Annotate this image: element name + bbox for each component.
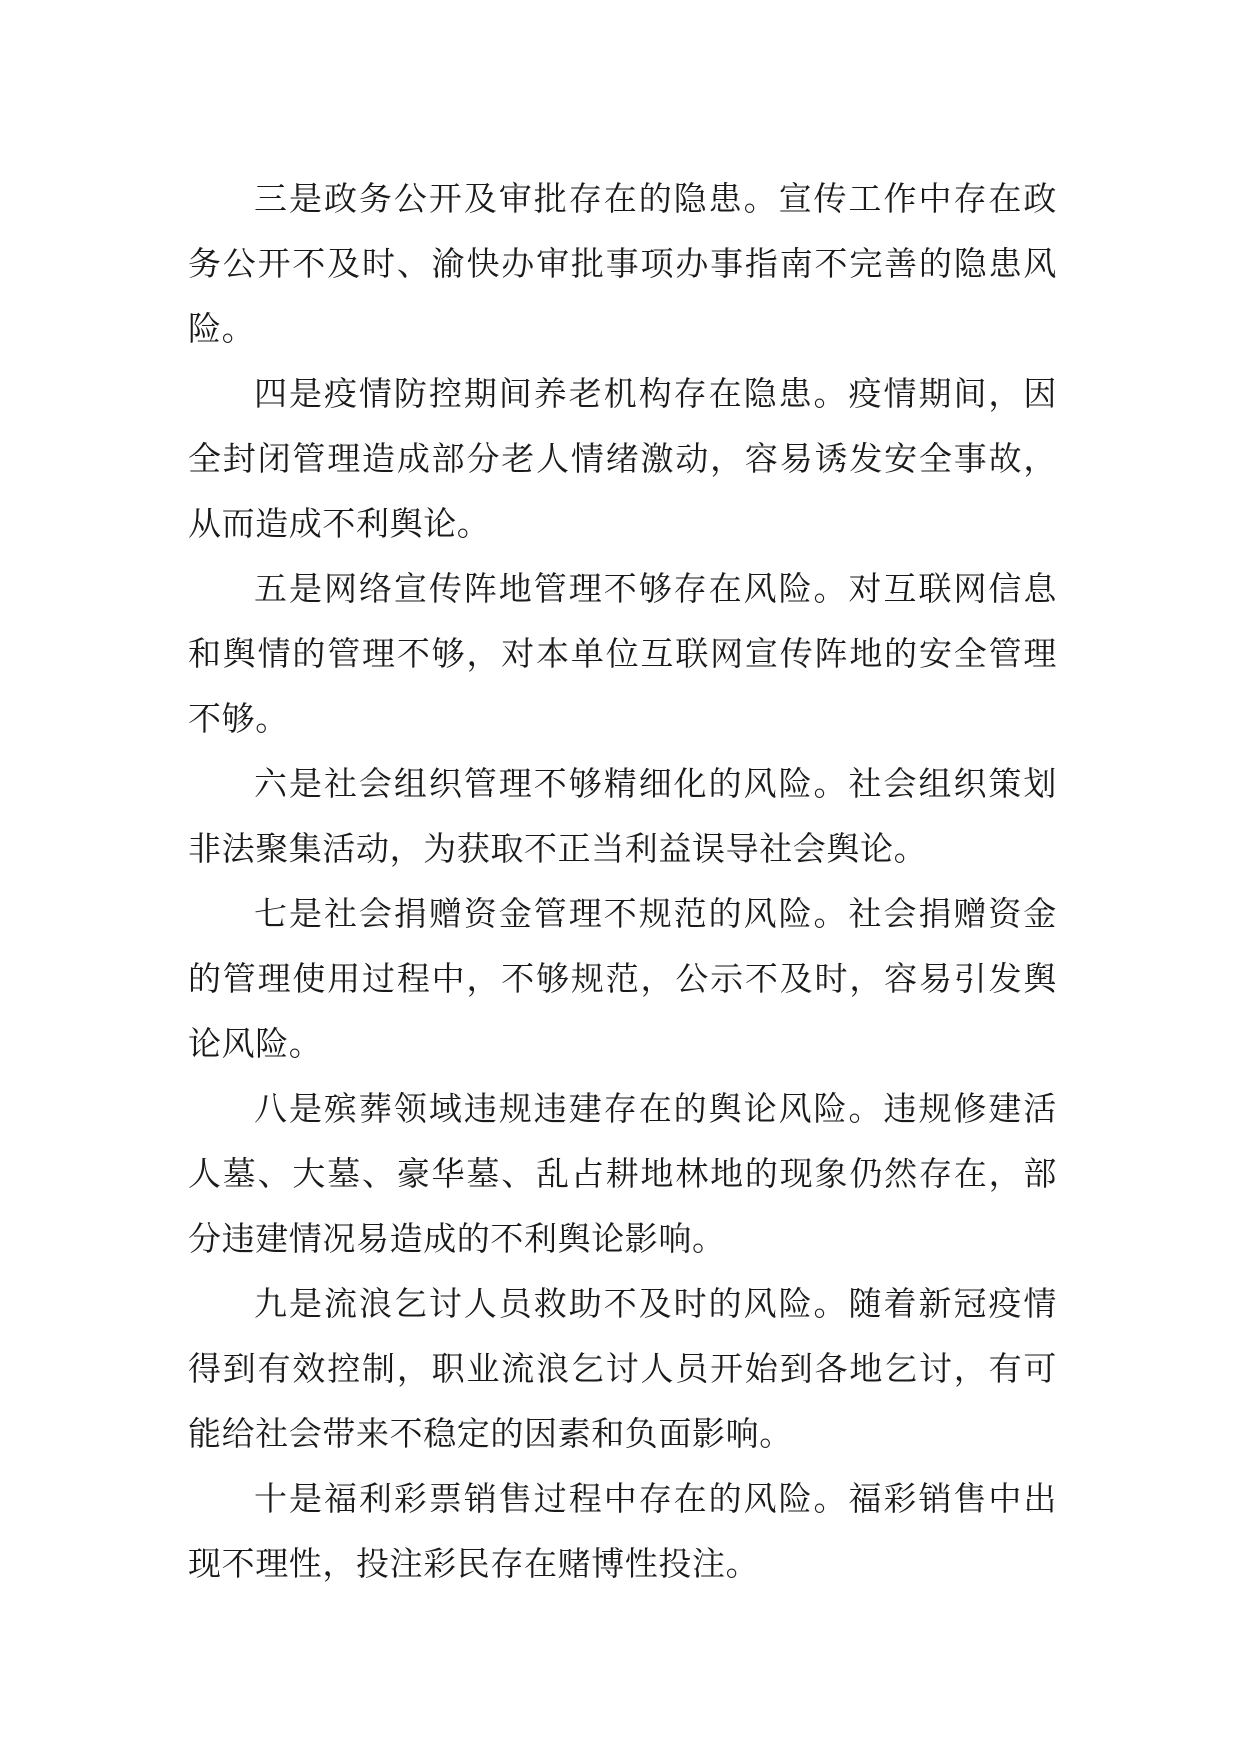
paragraph-3: 三是政务公开及审批存在的隐患。宣传工作中存在政务公开不及时、渝快办审批事项办事指南不完善的隐患风险。	[188, 179, 1057, 348]
paragraph-7: 七是社会捐赠资金管理不规范的风险。社会捐赠资金的管理使用过程中，不够规范，公示不及时，容易引发舆论风险。	[188, 894, 1057, 1063]
paragraph-10: 十是福利彩票销售过程中存在的风险。福彩销售中出现不理性，投注彩民存在赌博性投注。	[188, 1479, 1057, 1583]
paragraph-8: 八是殡葬领域违规违建存在的舆论风险。违规修建活人墓、大墓、豪华墓、乱占耕地林地的现象仍然存在，部分违建情况易造成的不利舆论影响。	[188, 1089, 1057, 1258]
document-body	[188, 166, 1057, 1596]
paragraph-5: 五是网络宣传阵地管理不够存在风险。对互联网信息和舆情的管理不够，对本单位互联网宣传阵地的安全管理不够。	[188, 569, 1057, 738]
paragraph-4: 四是疫情防控期间养老机构存在隐患。疫情期间，因全封闭管理造成部分老人情绪激动，容易诱发安全事故，从而造成不利舆论。	[188, 374, 1057, 543]
paragraph-6: 六是社会组织管理不够精细化的风险。社会组织策划非法聚集活动，为获取不正当利益误导社会舆论。	[188, 764, 1057, 868]
paragraph-9: 九是流浪乞讨人员救助不及时的风险。随着新冠疫情得到有效控制，职业流浪乞讨人员开始到各地乞讨，有可能给社会带来不稳定的因素和负面影响。	[188, 1284, 1057, 1453]
